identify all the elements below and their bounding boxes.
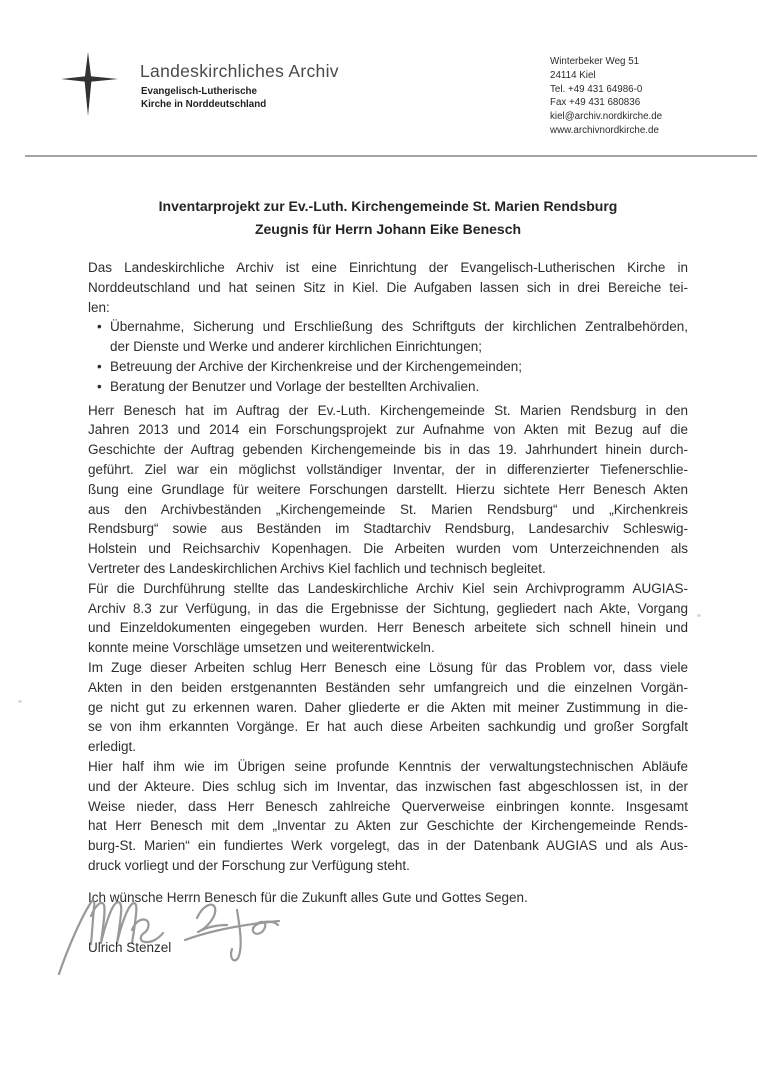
- body-paragraph: Herr Benesch hat im Auftrag der Ev.-Luth. Kirchengemeinde St. Marien Rendsburg in den Jahren 2013 und 2014 ein Forschungsprojekt zur Aufnahme von Akten mit Bezug auf die Geschichte der Auftrag gebenden Kirchengemeinde bis in das 19. Jahrhundert hinein durch- geführt. Ziel war ein möglichst vollständiger Inventar, der in differenzierter Tiefenerschlie- ßung eine Grundlage für weitere Forschungen darstellt. Hierzu sichtete Herr Benesch Akten aus den Archivbeständen „Kirchengemeinde St. Marien Rendsburg“ und „Kirchenkreis Rendsburg“ sowie aus Beständen im Stadtarchiv Rendsburg, Landesarchiv Schleswig- Holstein und Reichsarchiv Kopenhagen. Die Arbeiten wurden vom Unterzeichnenden als Vertreter des Landeskirchlichen Archivs Kiel fachlich und technisch begleitet.: [88, 402, 688, 576]
- bullet-item: [88, 317, 688, 357]
- body-paragraph: Im Zuge dieser Arbeiten schlug Herr Benesch eine Lösung für das Problem vor, dass viele Akten in den beiden erstgenannten Beständen sehr umfangreich und die einzelnen Vorgän- ge nicht gut zu erkennen waren. Daher gliederte er die Akten mit meiner Zustimmung in die- se von ihm erkannten Vorgänge. Er hat auch diese Arbeiten sachkundig und großer Sorgfalt erledigt.: [88, 659, 688, 755]
- scan-artifact: [18, 700, 22, 703]
- signatory-name: Ulrich Stenzel: [88, 939, 172, 955]
- bullet-icon: •: [97, 358, 102, 374]
- bullet-text: Betreuung der Archive der Kirchenkreise und der Kirchengemeinden;: [110, 358, 522, 374]
- closing-line: Ich wünsche Herrn Benesch für die Zukunft alles Gute und Gottes Segen.: [88, 889, 528, 905]
- main-paragraphs: [88, 401, 688, 876]
- header-rule: [25, 155, 757, 157]
- intro-paragraph: Das Landeskirchliche Archiv ist eine Einrichtung der Evangelisch-Lutherischen Kirche in Norddeutschland und hat seinen Sitz in Kiel. Die Aufgaben lassen sich in drei Bereiche tei- len:: [88, 260, 688, 315]
- body-paragraph: Für die Durchführung stellte das Landeskirchliche Archiv Kiel sein Archivprogramm AUGIAS- Archiv 8.3 zur Verfügung, in das die Ergebnisse der Sichtung, gegliedert nach Akte, Vorgang und Einzeldokumenten eingegeben wurden. Herr Benesch arbeitete sich schnell hinein und konnte meine Vorschläge umsetzen und weiterentwickeln.: [88, 580, 688, 656]
- org-subtitle: Evangelisch-Lutherische Kirche in Norddeutschland: [141, 86, 267, 110]
- signature-handwriting-icon: [57, 894, 297, 976]
- bullet-list: [88, 317, 688, 396]
- letter-title: Inventarprojekt zur Ev.-Luth. Kirchengemeinde St. Marien Rendsburg Zeugnis für Herrn Johann Eike Benesch: [158, 198, 618, 237]
- bullet-item: [88, 377, 688, 397]
- bullet-item: [88, 357, 688, 377]
- letter-body: [88, 195, 688, 984]
- scan-artifact: [697, 614, 701, 617]
- bullet-icon: •: [97, 319, 102, 335]
- bullet-text: Übernahme, Sicherung und Erschließung des Schriftguts der kirchlichen Zentralbehörden, der Dienste und Werke und anderer kirchlichen Einrichtungen;: [110, 319, 688, 355]
- body-paragraph: Hier half ihm wie im Übrigen seine profunde Kenntnis der verwaltungstechnischen Abläufe und der Akteure. Dies schlug sich im Inventar, das inzwischen fast abgeschlossen ist, in der Weise nieder, dass Herr Benesch zahlreiche Querverweise einbringen konnte. Insgesamt hat Herr Benesch mit dem „Inventar zu Akten zur Geschichte der Kirchengemeinde Rends- burg-St. Marien“ ein fundiertes Werk vorgelegt, das in der Datenbank AUGIAS und als Aus- druck vorliegt und der Forschung zur Verfügung steht.: [88, 758, 688, 873]
- signature-block: [88, 894, 688, 984]
- bullet-text: Beratung der Benutzer und Vorlage der bestellten Archivalien.: [110, 378, 480, 394]
- address-block: Winterbeker Weg 51 24114 Kiel Tel. +49 431 64986-0 Fax +49 431 680836 kiel@archiv.nordkirche.de www.archivnordkirche.de: [550, 56, 663, 136]
- cross-icon: [57, 50, 122, 118]
- org-name: Landeskirchliches Archiv: [140, 61, 339, 81]
- bullet-icon: •: [97, 378, 102, 394]
